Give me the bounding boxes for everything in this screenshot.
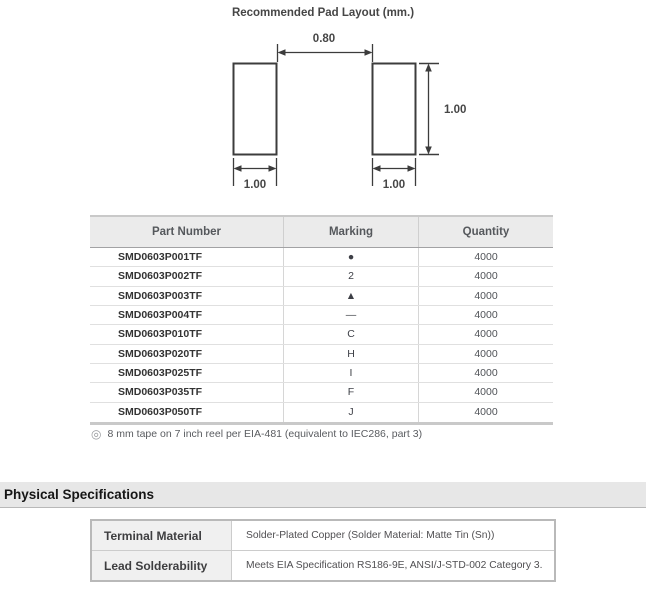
- marking-value: J: [283, 403, 418, 422]
- gap-dimension-label: 0.80: [312, 33, 336, 45]
- quantity-value: 4000: [418, 364, 553, 382]
- table-row: [90, 267, 553, 286]
- header-marking: Marking: [283, 217, 418, 247]
- table-row: [90, 306, 553, 325]
- table-row: [90, 345, 553, 364]
- footnote-text: 8 mm tape on 7 inch reel per EIA-481 (equivalent to IEC286, part 3): [107, 428, 423, 440]
- marking-value: H: [283, 345, 418, 363]
- marking-value: C: [283, 325, 418, 343]
- quantity-value: 4000: [418, 306, 553, 324]
- table-row: [90, 325, 553, 344]
- header-quantity: Quantity: [418, 217, 553, 247]
- part-number: SMD0603P050TF: [118, 406, 203, 419]
- table-row: [90, 403, 553, 422]
- bullseye-icon: ◎: [91, 427, 102, 441]
- part-number: SMD0603P035TF: [118, 386, 203, 399]
- parts-table-body: [90, 248, 553, 425]
- quantity-value: 4000: [418, 287, 553, 305]
- width-dimension-right-label: 1.00: [382, 179, 406, 191]
- tape-reel-footnote: [91, 428, 422, 440]
- physical-specifications-band: [0, 482, 646, 508]
- part-number: SMD0603P001TF: [118, 251, 203, 264]
- quantity-value: 4000: [418, 248, 553, 266]
- left-pad-rect: [234, 64, 277, 155]
- spec-row: [92, 551, 554, 580]
- table-row: [90, 364, 553, 383]
- header-part-number: Part Number: [151, 226, 222, 238]
- marking-value: ●: [283, 248, 418, 266]
- spec-value: Meets EIA Specification RS186-9E, ANSI/J-STD-002 Category 3.: [246, 560, 543, 571]
- height-dimension: [419, 64, 439, 155]
- height-dimension-label: 1.00: [444, 104, 467, 116]
- table-row: [90, 383, 553, 402]
- physical-specs-table: [90, 519, 556, 582]
- part-number: SMD0603P025TF: [118, 367, 203, 380]
- table-row: [90, 248, 553, 267]
- marking-value: ▲: [283, 287, 418, 305]
- gap-dimension: [278, 44, 373, 62]
- quantity-value: 4000: [418, 345, 553, 363]
- spec-row: [92, 521, 554, 551]
- quantity-value: 4000: [418, 325, 553, 343]
- pad-layout-diagram: [0, 0, 646, 200]
- width-dimension-left-label: 1.00: [243, 179, 267, 191]
- pad-layout-title: Recommended Pad Layout (mm.): [231, 7, 415, 19]
- quantity-value: 4000: [418, 403, 553, 422]
- dimension-arrowheads: [234, 49, 432, 171]
- quantity-value: 4000: [418, 267, 553, 285]
- marking-value: —: [283, 306, 418, 324]
- part-number: SMD0603P003TF: [118, 289, 203, 302]
- quantity-value: 4000: [418, 383, 553, 401]
- part-number: SMD0603P004TF: [118, 309, 203, 322]
- parts-table-header: [90, 215, 553, 248]
- marking-value: F: [283, 383, 418, 401]
- part-number: SMD0603P002TF: [118, 270, 203, 283]
- spec-label: Terminal Material: [92, 521, 232, 550]
- right-pad-rect: [373, 64, 416, 155]
- marking-value: I: [283, 364, 418, 382]
- section-title: Physical Specifications: [4, 487, 155, 502]
- spec-label: Lead Solderability: [92, 551, 232, 580]
- part-number: SMD0603P020TF: [118, 347, 203, 360]
- parts-table: [90, 215, 553, 425]
- marking-value: 2: [283, 267, 418, 285]
- table-row: [90, 287, 553, 306]
- spec-value: Solder-Plated Copper (Solder Material: Matte Tin (Sn)): [246, 530, 495, 541]
- part-number: SMD0603P010TF: [118, 328, 203, 341]
